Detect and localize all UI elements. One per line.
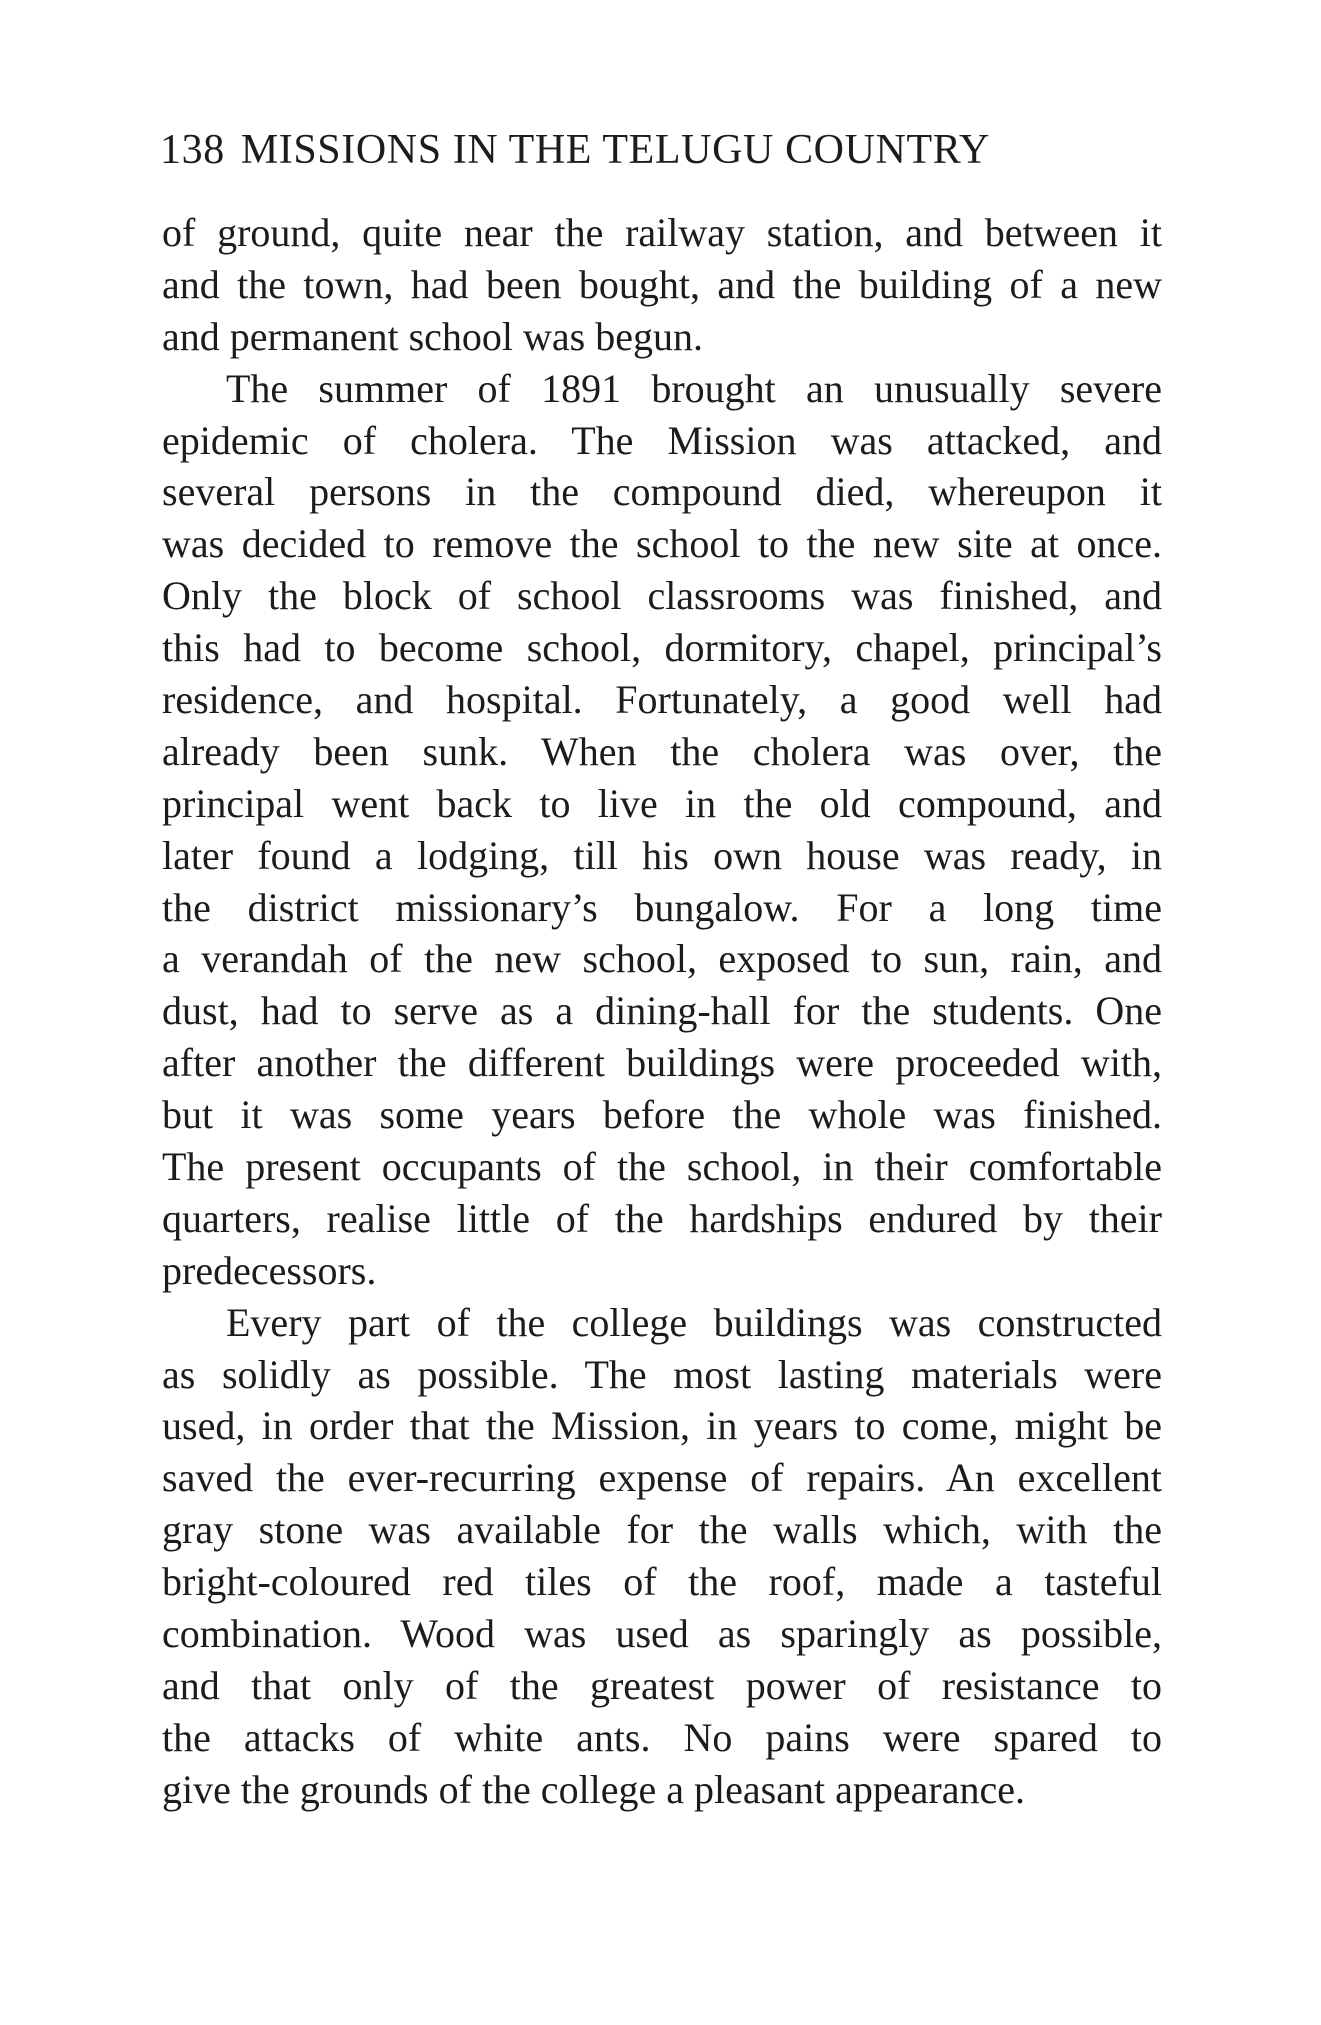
text-line: a verandah of the new school, exposed to sun, rain, and (162, 936, 1162, 982)
text-line: of ground, quite near the railway station, and between it (162, 210, 1162, 255)
text-line: quarters, realise little of the hardships endured by their (162, 1195, 1162, 1241)
paragraph (162, 363, 1162, 1297)
text-line: after another the different buildings were proceeded with, (162, 1040, 1162, 1086)
text-line: the district missionary’s bungalow. For a long time (162, 884, 1162, 930)
text-line: and permanent school was begun. (162, 313, 703, 359)
text-line: several persons in the compound died, whereupon it (162, 469, 1162, 515)
text-line: dust, had to serve as a dining-hall for the students. One (162, 988, 1162, 1034)
text-line: used, in order that the Mission, in years to come, might be (162, 1403, 1162, 1449)
text-line: predecessors. (162, 1247, 377, 1293)
text-line: as solidly as possible. The most lasting materials were (162, 1351, 1162, 1397)
text-line: saved the ever-recurring expense of repairs. An excellent (162, 1455, 1162, 1501)
paragraph (162, 1297, 1162, 1816)
text-line: this had to become school, dormitory, chapel, principal’s (162, 625, 1162, 671)
text-line: epidemic of cholera. The Mission was attacked, and (162, 417, 1162, 463)
running-title: MISSIONS IN THE TELUGU COUNTRY (240, 127, 990, 173)
text-line: later found a lodging, till his own house was ready, in (162, 832, 1162, 878)
text-line: bright-coloured red tiles of the roof, made a tasteful (162, 1559, 1162, 1605)
text-line: residence, and hospital. Fortunately, a good well had (162, 677, 1162, 723)
text-line: The present occupants of the school, in their comfortable (162, 1144, 1162, 1190)
text-line: Every part of the college buildings was constructed (226, 1299, 1162, 1345)
text-line: combination. Wood was used as sparingly as possible, (162, 1611, 1162, 1657)
text-line: give the grounds of the college a pleasant appearance. (162, 1766, 1025, 1812)
text-line: and that only of the greatest power of resistance to (162, 1662, 1162, 1708)
running-header (160, 120, 1160, 180)
text-line: was decided to remove the school to the new site at once. (162, 521, 1162, 567)
page-number: 138 (160, 127, 225, 173)
text-line: gray stone was available for the walls which, with the (162, 1507, 1162, 1553)
paragraph (162, 207, 1162, 363)
text-line: The summer of 1891 brought an unusually severe (226, 365, 1162, 411)
text-line: principal went back to live in the old compound, and (162, 780, 1162, 826)
text-line: but it was some years before the whole was finished. (162, 1092, 1162, 1138)
body-text (162, 207, 1162, 1816)
text-line: Only the block of school classrooms was finished, and (162, 573, 1162, 619)
text-line: and the town, had been bought, and the building of a new (162, 261, 1162, 307)
text-line: already been sunk. When the cholera was over, the (162, 728, 1162, 774)
text-line: the attacks of white ants. No pains were spared to (162, 1714, 1162, 1760)
